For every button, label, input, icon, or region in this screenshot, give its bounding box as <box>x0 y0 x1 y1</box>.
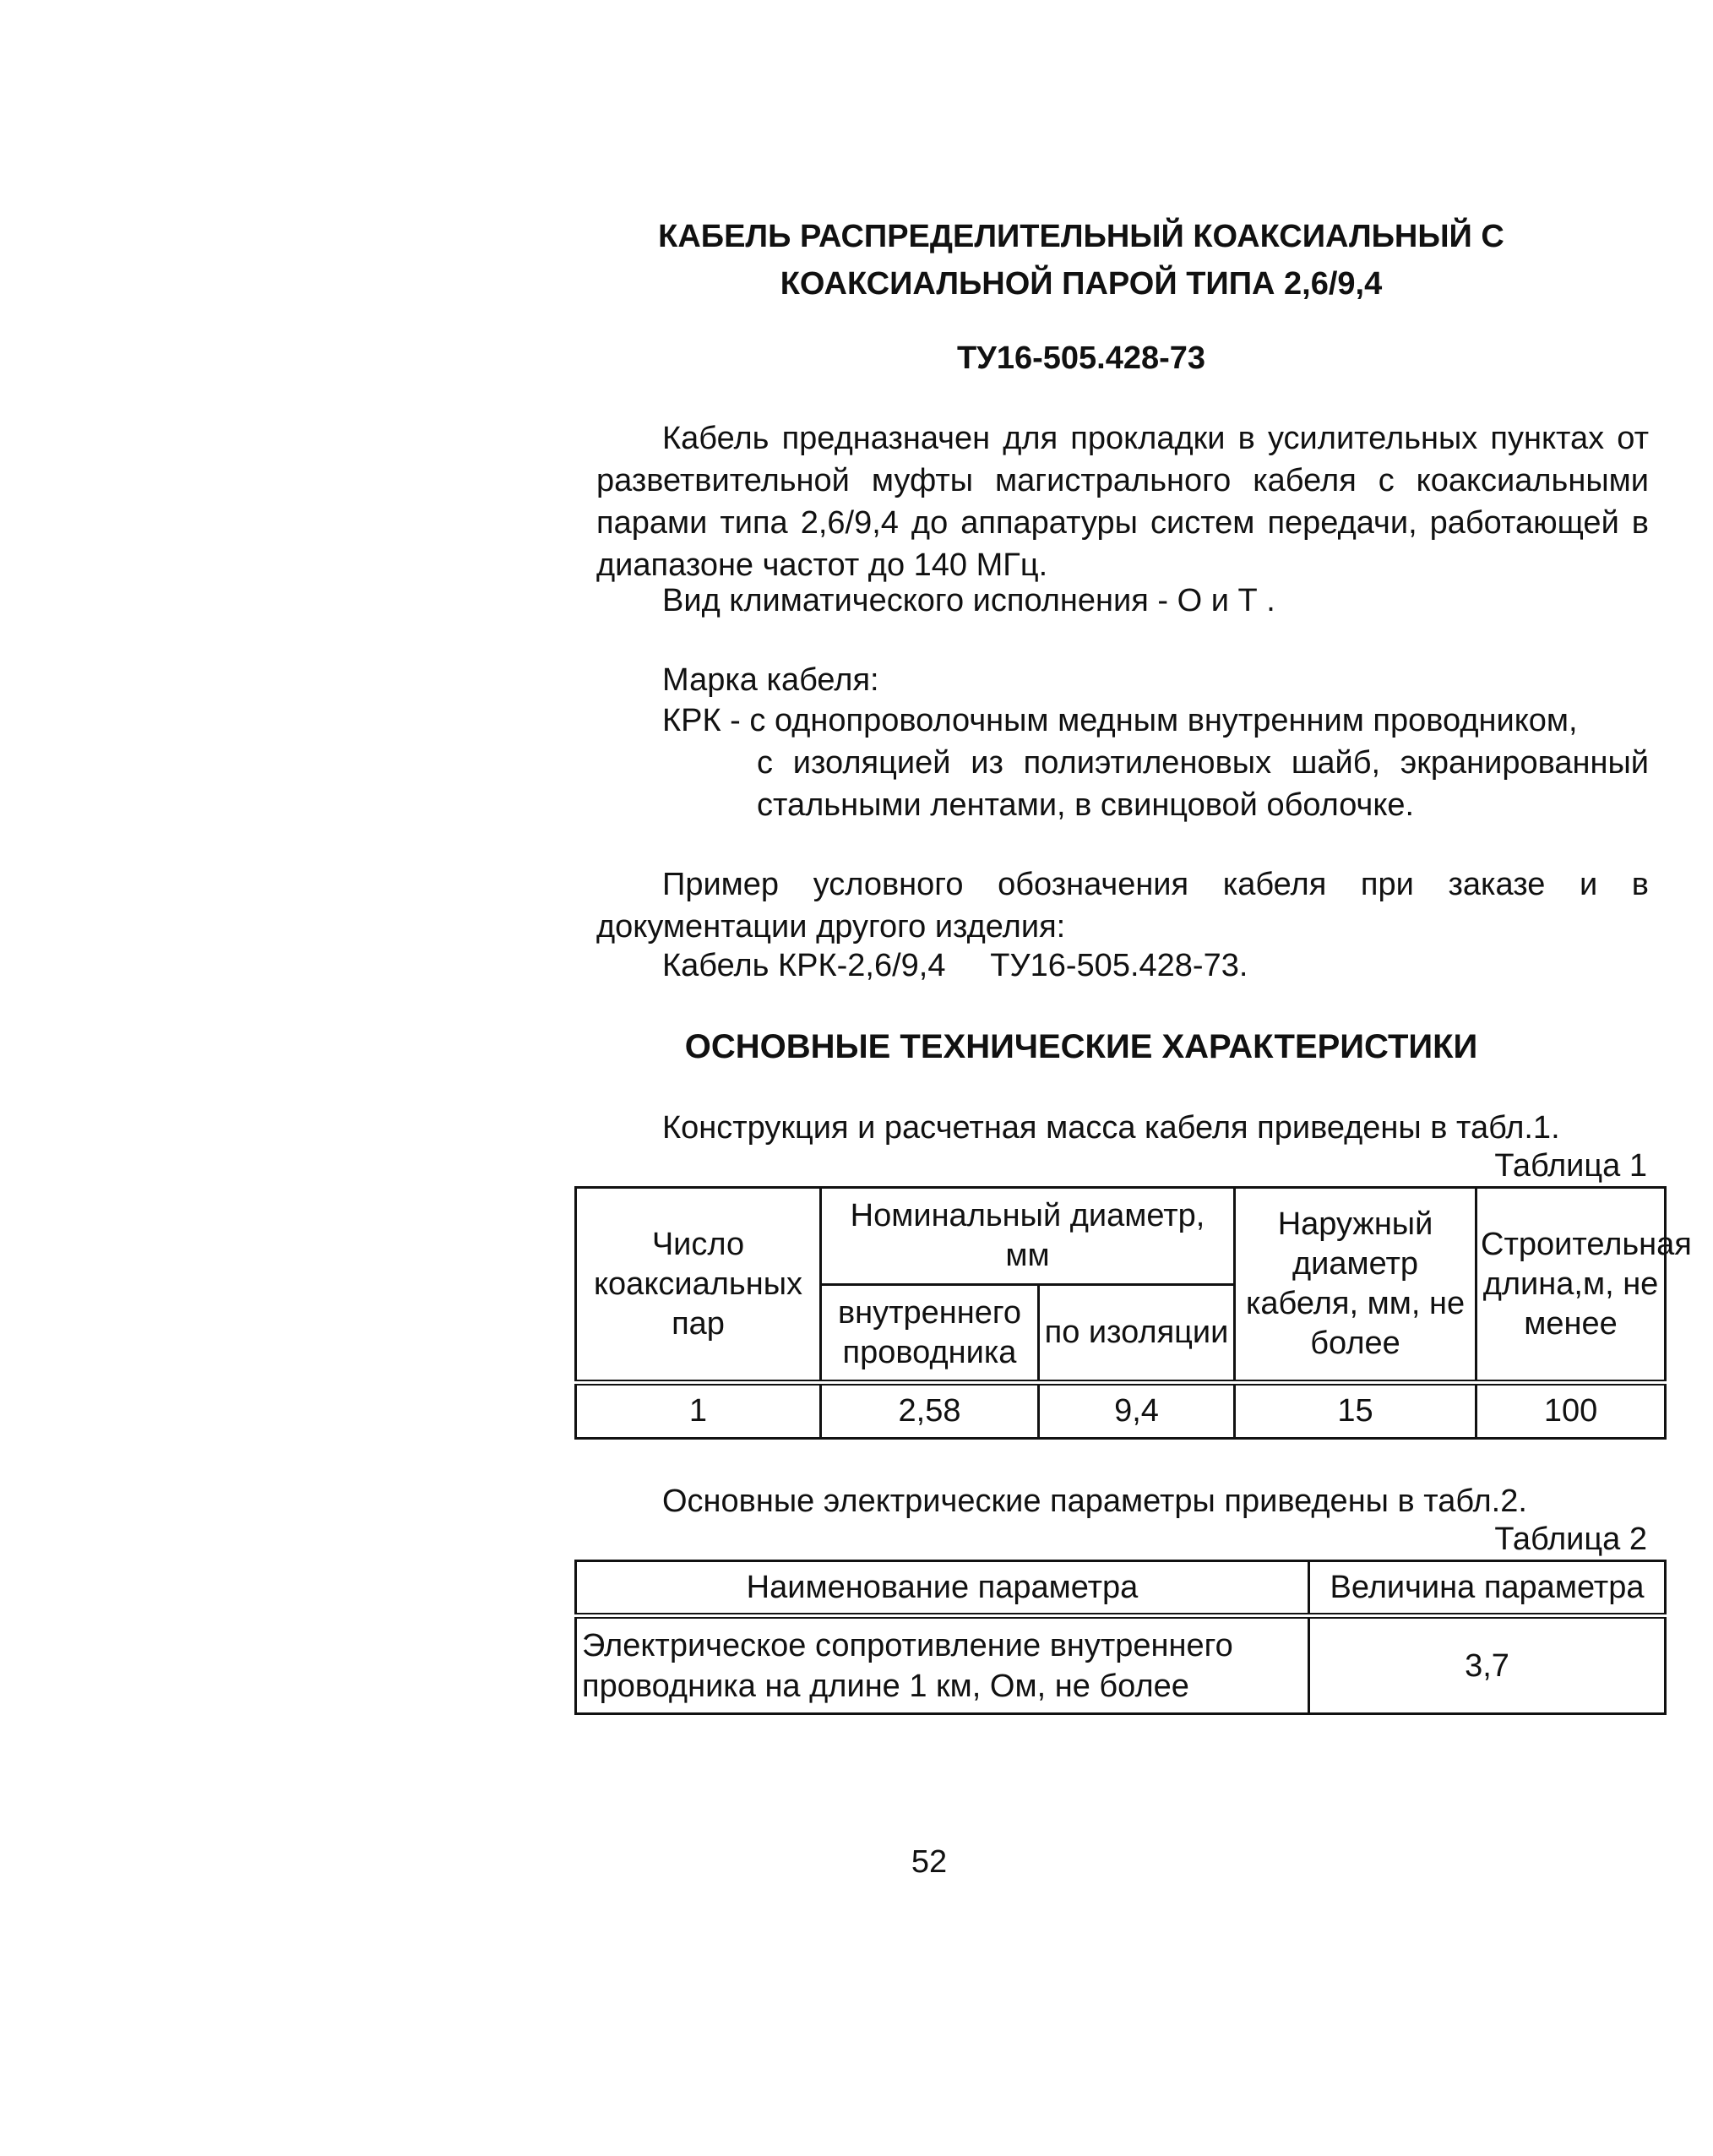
construction-table <box>574 1186 1692 1440</box>
header-pairs: Число коаксиальных пар <box>576 1188 821 1383</box>
cell-parameter-name: Электрическое сопротивление внутреннего проводника на длине 1 км, Ом, не более <box>576 1616 1309 1714</box>
title-line-2: КОАКСИАЛЬНОЙ ПАРОЙ ТИПА 2,6/9,4 <box>780 266 1383 302</box>
header-nominal-diameter: Номинальный диаметр, мм <box>821 1188 1235 1285</box>
krk-description <box>662 700 1649 826</box>
header-construction-length: Строительная длина,м, не менее <box>1476 1188 1666 1383</box>
header-outer-diameter: Наружный диаметр кабеля, мм, не более <box>1235 1188 1476 1383</box>
cell-inner-diameter: 2,58 <box>821 1383 1039 1439</box>
table2-caption: Таблица 2 <box>1494 1522 1647 1557</box>
cell-length: 100 <box>1476 1383 1666 1439</box>
table-row <box>576 1616 1666 1714</box>
designation-example: Кабель КРК-2,6/9,4 ТУ16-505.428-73. <box>662 948 1248 983</box>
cell-pairs: 1 <box>576 1383 821 1439</box>
climate-paragraph: Вид климатического исполнения - О и Т . <box>662 583 1275 618</box>
tu-number: ТУ16-505.428-73 <box>956 340 1206 376</box>
table-header-row <box>576 1188 1666 1285</box>
subheader-inner-conductor: внутреннего проводника <box>821 1284 1039 1383</box>
page-number: 52 <box>911 1844 948 1880</box>
document-title <box>591 213 1571 308</box>
example-paragraph: Пример условного обозначения кабеля при заказе и в документации другого изделия: <box>596 867 1649 945</box>
table-header-row <box>576 1561 1666 1616</box>
subheader-insulation: по изоляции <box>1039 1284 1235 1383</box>
electrical-parameters-table <box>574 1560 1667 1715</box>
header-parameter-name: Наименование параметра <box>576 1561 1309 1616</box>
cell-parameter-value: 3,7 <box>1309 1616 1666 1714</box>
table1-intro: Конструкция и расчетная масса кабеля приведены в табл.1. <box>662 1110 1560 1146</box>
cell-outer-diameter: 15 <box>1235 1383 1476 1439</box>
section-heading: ОСНОВНЫЕ ТЕХНИЧЕСКИЕ ХАРАКТЕРИСТИКИ <box>684 1028 1478 1065</box>
mark-label: Марка кабеля: <box>662 662 879 698</box>
header-parameter-value: Величина параметра <box>1309 1561 1666 1616</box>
table1-caption: Таблица 1 <box>1494 1148 1647 1184</box>
krk-continuation: с изоляцией из полиэтиленовых шайб, экранированный стальными лентами, в свинцовой оболочке. <box>757 745 1649 823</box>
title-line-1: КАБЕЛЬ РАСПРЕДЕЛИТЕЛЬНЫЙ КОАКСИАЛЬНЫЙ С <box>658 219 1504 254</box>
cell-insulation-diameter: 9,4 <box>1039 1383 1235 1439</box>
table-row <box>576 1383 1666 1439</box>
table2-intro: Основные электрические параметры приведены в табл.2. <box>662 1484 1527 1519</box>
purpose-paragraph: Кабель предназначен для прокладки в усилительных пунктах от разветвительной муфты магистрального кабеля с коаксиальными парами типа 2,6/9,4 до аппаратуры систем передачи, работающей в диапазоне частот до 140 МГц. <box>596 421 1649 583</box>
krk-first-line: КРК - с однопроволочным медным внутренним проводником, <box>662 703 1578 738</box>
